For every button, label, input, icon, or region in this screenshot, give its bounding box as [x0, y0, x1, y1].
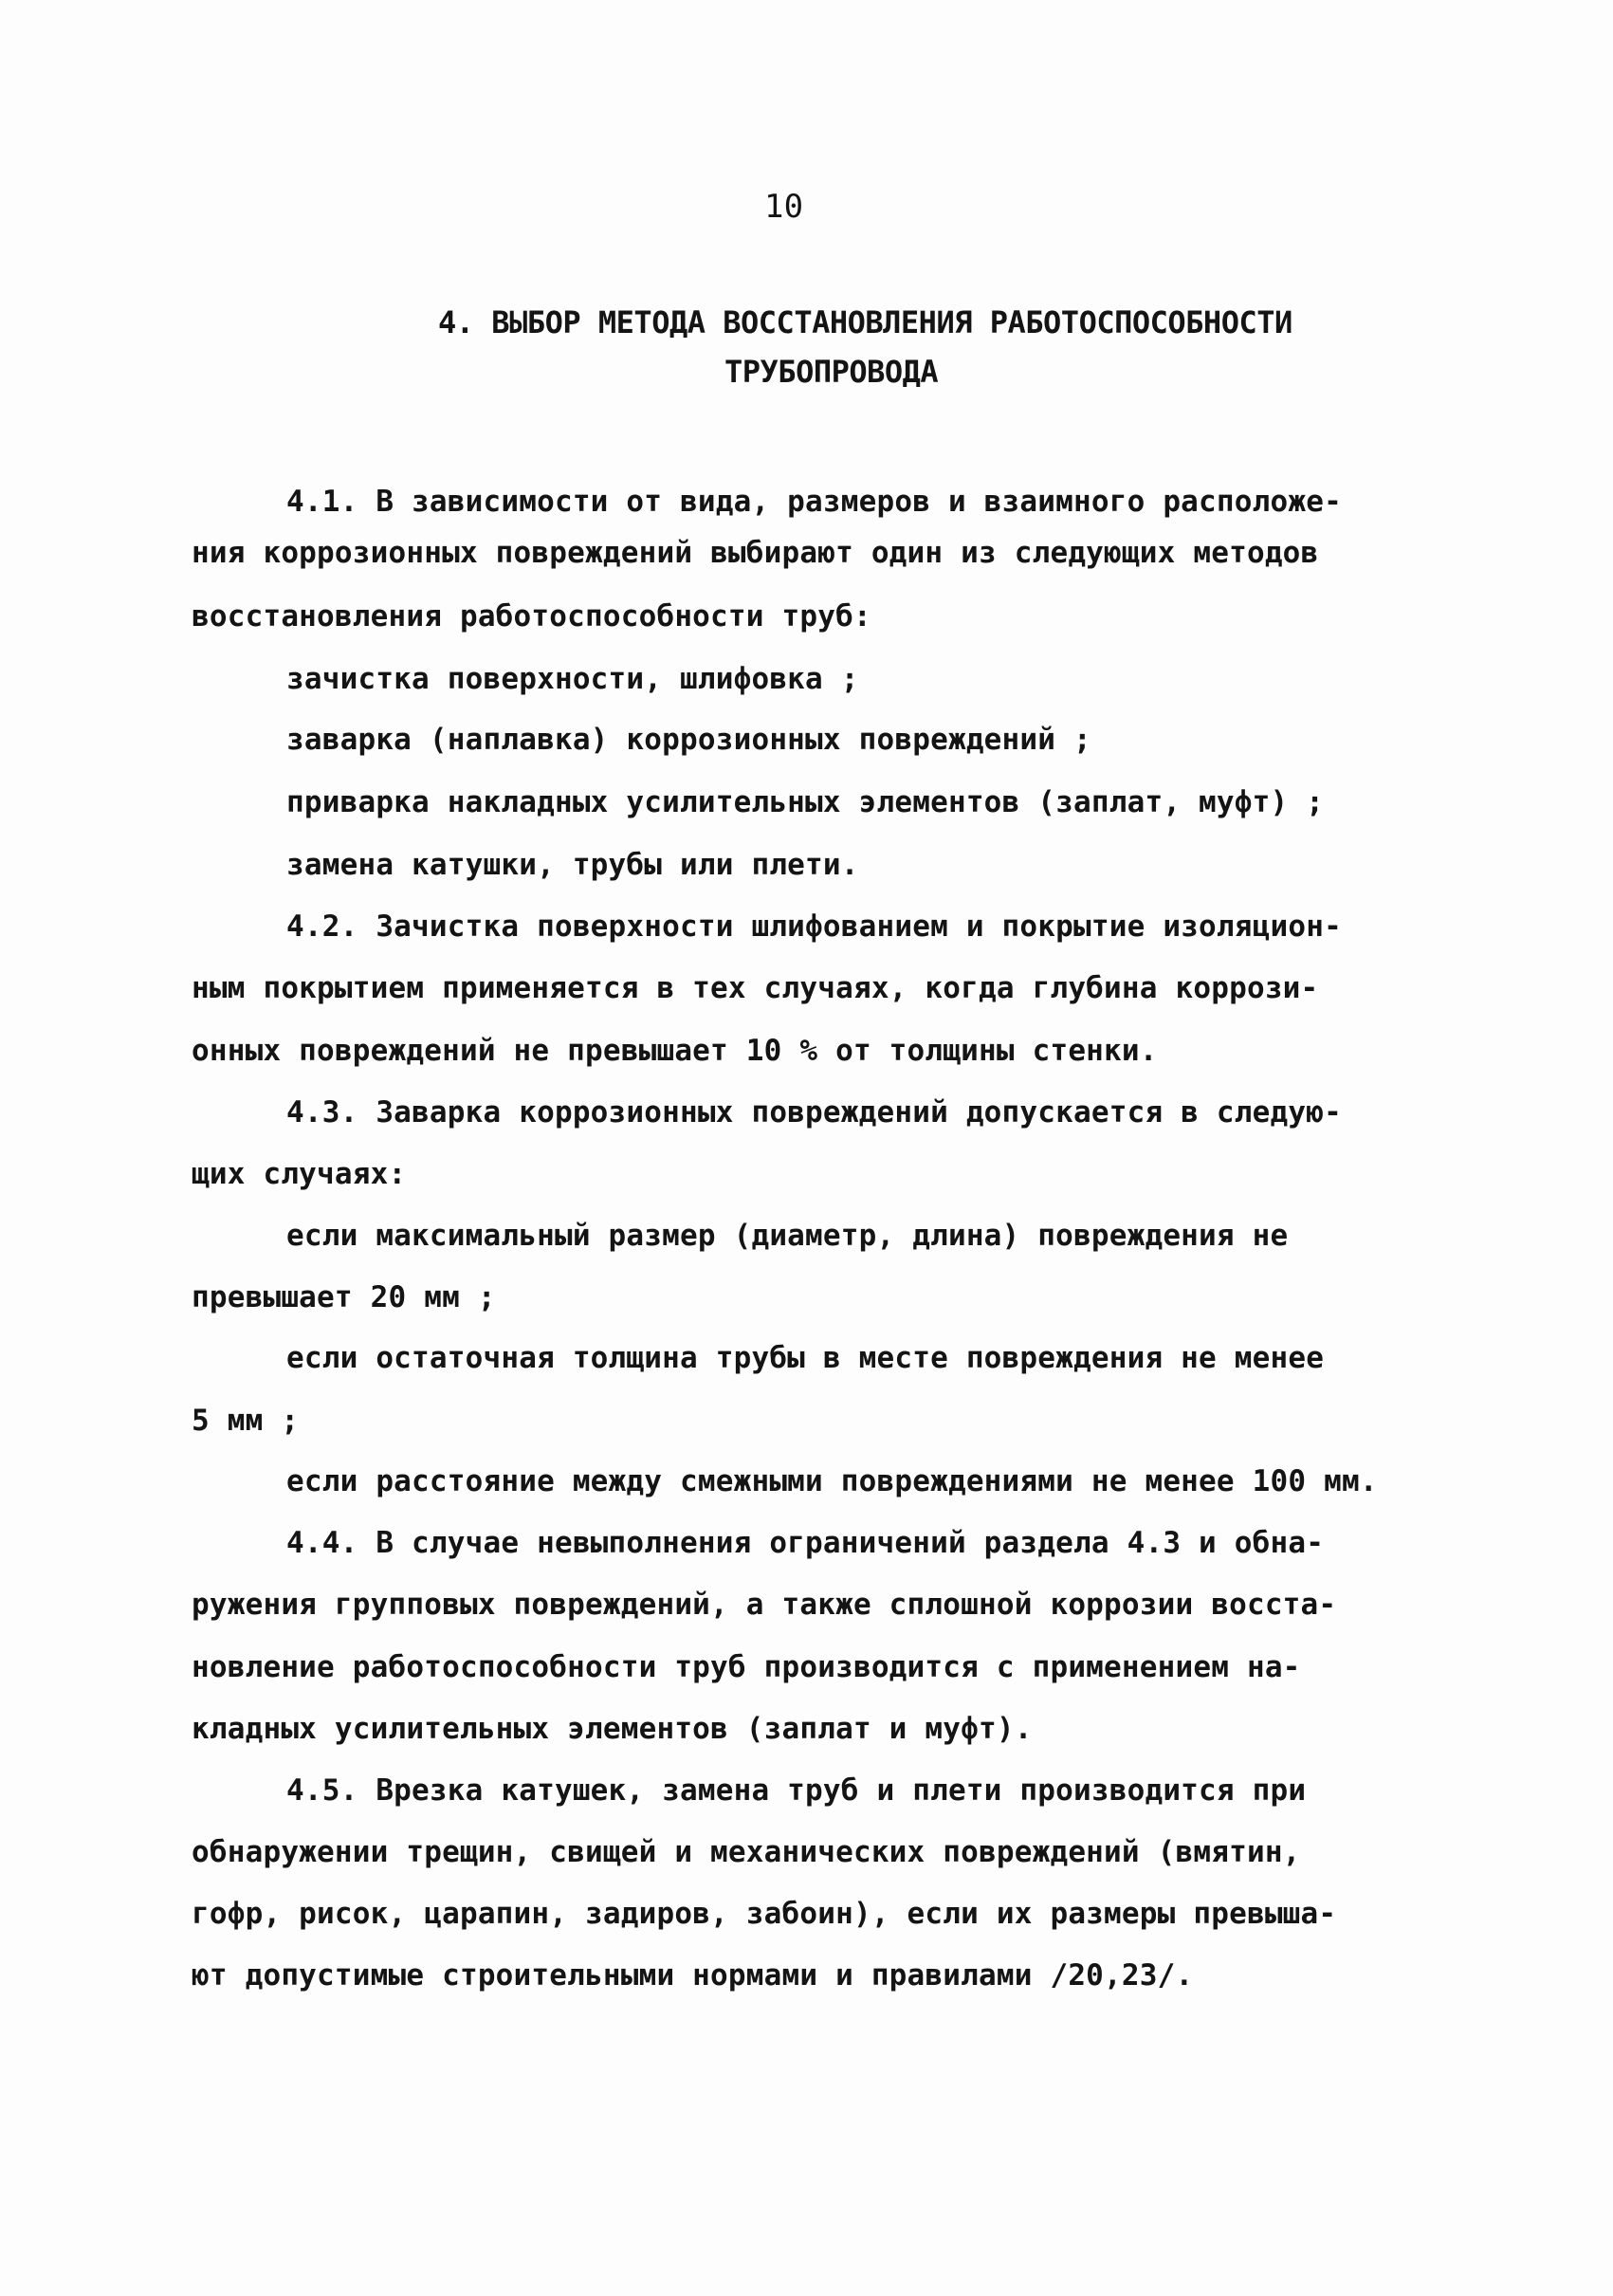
condition-thickness-line-2: 5 мм ; — [192, 1404, 300, 1438]
paragraph-4-4-line-1: 4.4. В случае невыполнения ограничений раздела 4.3 и обна- — [286, 1526, 1325, 1560]
paragraph-4-5-line-3: гофр, рисок, царапин, задиров, забоин), если их размеры превыша- — [192, 1897, 1337, 1931]
page-number: 10 — [764, 188, 804, 226]
section-heading-line-2: ТРУБОПРОВОДА — [724, 354, 939, 390]
paragraph-4-1-line-1: 4.1. В зависимости от вида, размеров и взаимного расположе- — [286, 485, 1342, 519]
paragraph-4-3-line-2: щих случаях: — [192, 1157, 407, 1191]
list-item-cleaning: зачистка поверхности, шлифовка ; — [286, 662, 859, 696]
paragraph-4-1-line-2: ния коррозионных повреждений выбирают один из следующих методов — [192, 536, 1319, 570]
paragraph-4-5-line-2: обнаружении трещин, свищей и механических повреждений (вмятин, — [192, 1835, 1301, 1869]
paragraph-4-2-line-3: онных повреждений не превышает 10 % от толщины стенки. — [192, 1034, 1158, 1068]
list-item-replacement: замена катушки, трубы или плети. — [286, 848, 859, 882]
paragraph-4-2-line-2: ным покрытием применяется в тех случаях, когда глубина коррози- — [192, 971, 1319, 1005]
list-item-patches: приварка накладных усилительных элементов (заплат, муфт) ; — [286, 785, 1325, 819]
section-heading-line-1: 4. ВЫБОР МЕТОДА ВОССТАНОВЛЕНИЯ РАБОТОСПОСОБНОСТИ — [438, 304, 1292, 340]
condition-distance: если расстояние между смежными повреждениями не менее 100 мм. — [286, 1464, 1378, 1498]
paragraph-4-2-line-1: 4.2. Зачистка поверхности шлифованием и покрытие изоляцион- — [286, 909, 1342, 944]
paragraph-4-1-line-3: восстановления работоспособности труб: — [192, 599, 871, 634]
paragraph-4-3-line-1: 4.3. Заварка коррозионных повреждений допускается в следую- — [286, 1095, 1342, 1130]
condition-size-line-1: если максимальный размер (диаметр, длина) повреждения не — [286, 1219, 1289, 1253]
paragraph-4-5-line-1: 4.5. Врезка катушек, замена труб и плети производится при — [286, 1773, 1307, 1808]
paragraph-4-4-line-2: ружения групповых повреждений, а также сплошной коррозии восста- — [192, 1588, 1337, 1622]
condition-thickness-line-1: если остаточная толщина трубы в месте повреждения не менее — [286, 1341, 1325, 1375]
paragraph-4-4-line-4: кладных усилительных элементов (заплат и муфт). — [192, 1712, 1033, 1746]
paragraph-4-5-line-4: ют допустимые строительными нормами и правилами /20,23/. — [192, 1958, 1194, 1993]
list-item-welding: заварка (наплавка) коррозионных повреждений ; — [286, 723, 1091, 757]
paragraph-4-4-line-3: новление работоспособности труб производится с применением на- — [192, 1650, 1301, 1684]
condition-size-line-2: превышает 20 мм ; — [192, 1280, 496, 1314]
